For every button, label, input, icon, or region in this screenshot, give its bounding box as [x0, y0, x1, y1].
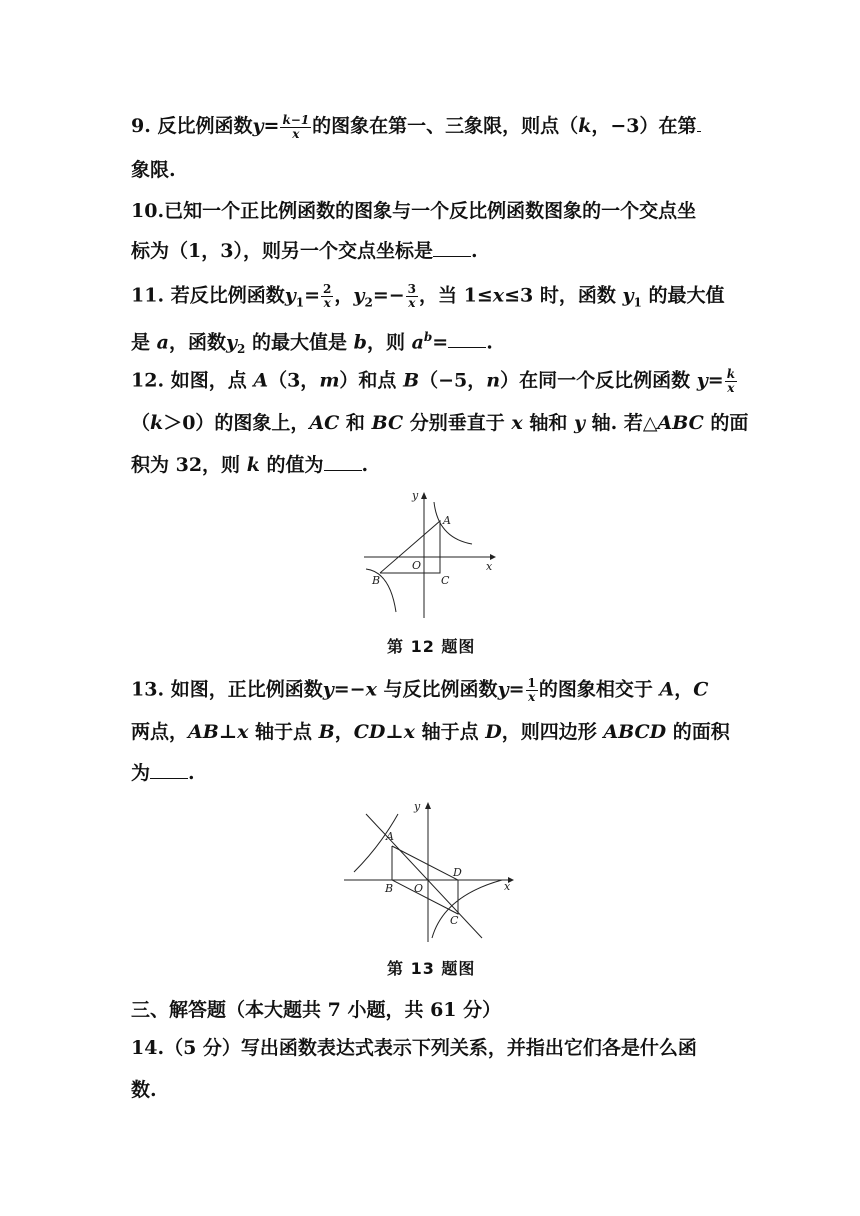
label-y: y — [414, 800, 421, 813]
label-B: B — [385, 882, 394, 895]
label-D: D — [453, 866, 462, 879]
hyperbola-branch-2 — [432, 880, 502, 938]
label-O: O — [412, 559, 422, 572]
label-A: A — [443, 514, 451, 527]
label-C: C — [450, 914, 459, 927]
line-y-neg-x — [366, 814, 482, 938]
label-C: C — [441, 574, 450, 587]
question-10-line-1: 10.已知一个正比例函数的图象与一个反比例函数图象的一个交点坐 — [131, 200, 697, 222]
label-B: B — [372, 574, 381, 587]
hyperbola-branch-1 — [354, 814, 398, 872]
question-9-line-2: 象限. — [131, 159, 176, 181]
triangle-ABC — [380, 521, 440, 573]
answer-blank — [324, 452, 362, 471]
fraction: $\frac{3}{x}$ — [407, 282, 417, 310]
fraction: $\frac{1}{x}$ — [527, 676, 536, 704]
y-axis-arrow — [421, 492, 427, 499]
label-x: x — [486, 560, 493, 573]
label-x: x — [504, 880, 511, 893]
figure-13-caption: 第 13 题图 — [387, 959, 476, 978]
question-13-line-2: 两点，AB⊥x 轴于点 B，CD⊥x 轴于点 D，则四边形 ABCD 的面积 — [131, 721, 730, 743]
question-14-line-1: 14.（5 分）写出函数表达式表示下列关系，并指出它们各是什么函 — [131, 1037, 697, 1059]
answer-blank — [150, 760, 188, 779]
question-14-line-2: 数. — [131, 1079, 157, 1101]
fraction: $\frac{2}{x}$ — [323, 282, 332, 310]
label-A: A — [386, 830, 394, 843]
question-12-line-1: 12. 如图，点 A（3，m）和点 B（−5，n）在同一个反比例函数 y= $\frac{k}{x}$ — [131, 367, 736, 395]
answer-blank — [433, 238, 471, 257]
question-11-line-2: 是 a，函数$y_2$ 的最大值是 b，则 $a^b=$ . — [131, 330, 493, 357]
question-12-line-2: （k＞0）的图象上，AC 和 BC 分别垂直于 x 轴和 y 轴. 若△ABC 的面 — [131, 412, 749, 434]
y-axis-arrow — [425, 802, 431, 809]
hyperbola-branch-2 — [366, 569, 396, 612]
label-O: O — [414, 882, 424, 895]
section-3-heading: 三、解答题（本大题共 7 小题，共 61 分） — [131, 999, 502, 1021]
fraction: $\frac{k}{x}$ — [726, 367, 736, 395]
answer-blank — [448, 329, 486, 348]
question-10-line-2: 标为（1，3），则另一个交点坐标是 . — [131, 240, 478, 262]
question-13-line-3: 为 . — [131, 762, 195, 784]
question-11-line-1: 11. 若反比例函数$y_1=$ $\frac{2}{x}$ ，$y_2=-$ $\frac{3}{x}$ ，当 1≤x≤3 时，函数 $y_1$ 的最大值 — [131, 282, 725, 310]
question-9-line-1: 9. 反比例函数y= $\frac{k-1}{x}$ 的图象在第一、三象限，则点（k，−3）在第 — [131, 113, 701, 141]
fraction: $\frac{k-1}{x}$ — [282, 112, 310, 141]
figure-13 — [340, 796, 520, 944]
question-13-line-1: 13. 如图，正比例函数y=−x 与反比例函数y= $\frac{1}{x}$ 的图象相交于 A，C — [131, 676, 709, 704]
figure-12 — [362, 490, 498, 620]
figure-12-caption: 第 12 题图 — [387, 637, 476, 656]
label-y: y — [412, 490, 419, 502]
question-12-line-3: 积为 32，则 k 的值为 . — [131, 454, 369, 476]
